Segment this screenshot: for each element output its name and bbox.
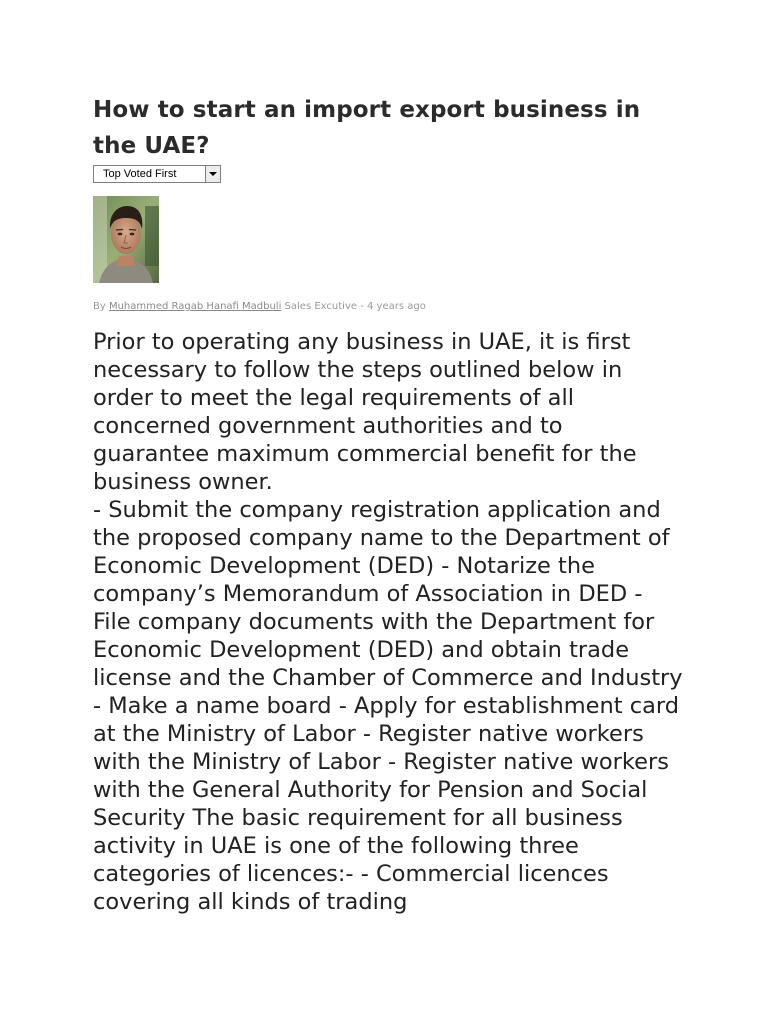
sort-select[interactable] [93, 165, 221, 183]
author-link[interactable]: Muhammed Ragab Hanafi Madbuli [108, 301, 282, 312]
byline [93, 300, 683, 314]
chevron-down-icon[interactable] [205, 166, 220, 182]
byline-separator: - [360, 301, 364, 312]
article-paragraph: - Submit the company registration application and the proposed company name to the Department of Economic Development (DED) - Notarize the company’s Memorandum of Association in DED - File company documents with the Department for Economic Development (DED) and obtain trade license and the Chamber of Commerce and Industry - Make a name board - Apply for establishment card at the Ministry of Labor - Register native workers with the Ministry of Labor - Register native workers with the General Authority for Pension and Social Security The basic requirement for all business activity in UAE is one of the following three categories of licences:- - Commercial licences covering all kinds of trading [93, 497, 683, 915]
avatar [93, 196, 159, 283]
author-role: Sales Excutive [284, 301, 358, 312]
article [93, 92, 683, 916]
page-title: How to start an import export business in the UAE? [93, 97, 641, 159]
byline-prefix: By [93, 301, 106, 312]
article-paragraph: Prior to operating any business in UAE, it is first necessary to follow the steps outlined below in order to meet the legal requirements of all concerned government authorities and to guarantee maximum commercial benefit for the business owner. [93, 329, 637, 495]
article-body [93, 328, 683, 916]
sort-selected-value: Top Voted First [103, 168, 177, 180]
post-time: 4 years ago [367, 301, 426, 312]
